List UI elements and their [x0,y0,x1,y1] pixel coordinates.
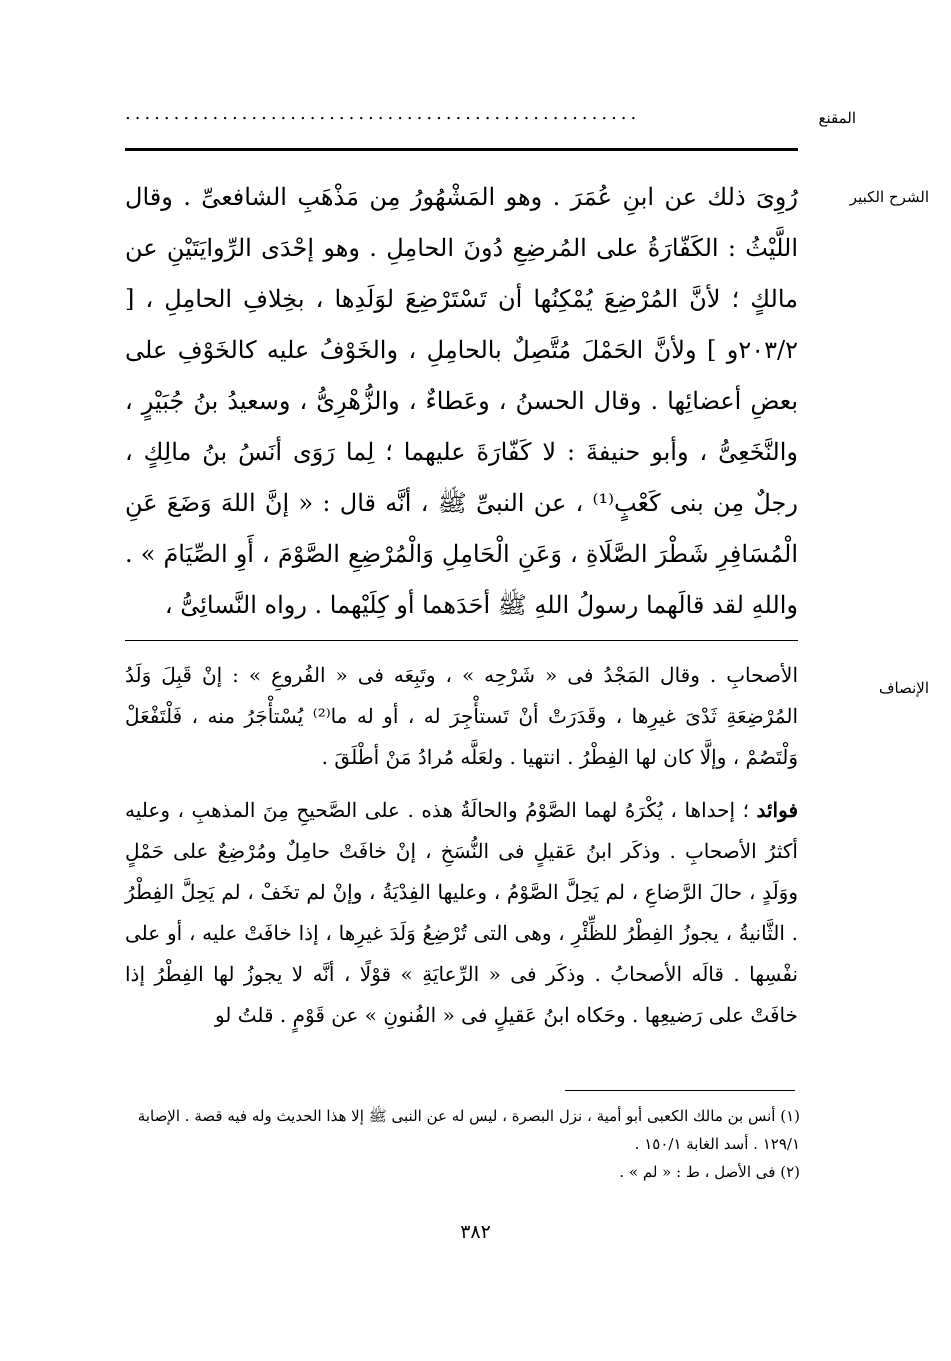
footnote-2: (٢) فى الأصل ، ط : « لم » . [619,1163,800,1181]
sharh-body-text: رُوِىَ ذلك عن ابنِ عُمَرَ . وهو المَشْهُورُ مِن مَذْهَبِ الشافعىِّ . وقال اللَّيْثُ : الكَفّارَةُ على المُرضِعِ دُونَ الحامِلِ . وهو إحْدَى الرِّوايَتَيْنِ عن مالكٍ ؛ لأنَّ المُرْضِعَ يُمْكِنُها أن تَسْتَرْضِعَ لوَلَدِها ، بخِلافِ الحامِلِ ، [ ٢٠٣/٢و ] ولأنَّ الحَمْلَ مُتَّصِلٌ بالحامِلِ ، والخَوْفُ عليه كالخَوْفِ على بعضِ أعضائِها . وقال الحسنُ ، وعَطاءٌ ، والزُّهْرِىُّ ، وسعيدُ بنُ جُبَيْرٍ ، والنَّخَعِىُّ ، وأبو حنيفةَ : لا كَفّارَةَ عليهما ؛ لِما رَوَى أنَسُ بنُ مالِكٍ ، رجلٌ مِن بنى كَعْبٍ⁽¹⁾ ، عن النبىِّ ﷺ ، أنَّه قال : « إنَّ اللهَ وَضَعَ عَنِ الْمُسَافِرِ شَطْرَ الصَّلَاةِ ، وَعَنِ الْحَامِلِ وَالْمُرْضِعِ الصَّوْمَ ، أَوِ الصِّيَامَ » . واللهِ لقد قالَهما رسولُ اللهِ ﷺ أحَدَهما أو كِلَيْهما . رواه النَّسائِىُّ ، [125,183,798,619]
page-number: ٣٨٢ [460,1221,491,1243]
running-header-title: المقنع [818,109,856,127]
footnote-rule [565,1090,795,1091]
header-rule [125,148,798,151]
fawaid-heading: فوائد [756,798,798,822]
sharh-section-label: الشرح الكبير [849,188,929,206]
insaf-paragraph-fawaid [125,790,798,1036]
footnote-1: (١) أنس بن مالك الكعبى أبو أمية ، نزل البصرة ، ليس له عن النبى ﷺ إلا هذا الحديث وله فيه قصة . الإصابة ١٢٩/١ . أسد الغابة ١٥٠/١ . [137,1107,800,1153]
insaf-body-text [125,655,798,1036]
header-dotted-leader: ..................................................... [125,103,641,124]
insaf-section-label: الإنصاف [878,679,929,697]
section-divider [125,640,798,641]
footnotes [115,1102,800,1186]
insaf-paragraph: الأصحابِ . وقال المَجْدُ فى « شَرْحِه » ، وتَبِعَه فى « الفُروعِ » : إنْ قَبِلَ وَلَدُ المُرْضِعَةِ ثَدْىَ غيرِها ، وقَدَرَتْ أنْ تَستأْجِرَ له ، أو له ما⁽²⁾ يُسْتأْجَرُ منه ، فَلْتَفْعَلْ وَلْتَصُمْ ، وإلَّا كان لها الفِطْرُ . انتهيا . ولعَلَّه مُرادُ مَنْ أطْلَقَ . [125,663,799,769]
fawaid-text: ؛ إحداها ، يُكْرَهُ لهما الصَّوْمُ والحالَةُ هذه . على الصَّحيحِ مِنَ المذهبِ ، وعليه أكثرُ الأصحابِ . وذكَر ابنُ عَقيلٍ فى النُّسَخِ ، إنْ خافَتْ حامِلٌ ومُرْضِعٌ على حَمْلٍ ووَلَدٍ ، حالَ الرَّضاعِ ، لم يَحِلَّ الصَّوْمُ ، وعليها الفِدْيَةُ ، وإنْ لم تخَفْ ، لم يَحِلَّ الفِطْرُ . الثَّانيةُ ، يجوزُ الفِطْرُ للظِّئْرِ ، وهى التى تُرْضِعُ وَلَدَ غيرِها ، إذا خافَتْ عليه ، أو على نفْسِها . قالَه الأصحابُ . وذكَر فى « الرِّعايَةِ » قوْلًا ، أنَّه لا يجوزُ لها الفِطْرُ إذا خافَتْ على رَضيعِها . وحَكاه ابنُ عَقيلٍ فى « الفُنونِ » عن قَوْمٍ . قلتُ لو [125,798,798,1027]
